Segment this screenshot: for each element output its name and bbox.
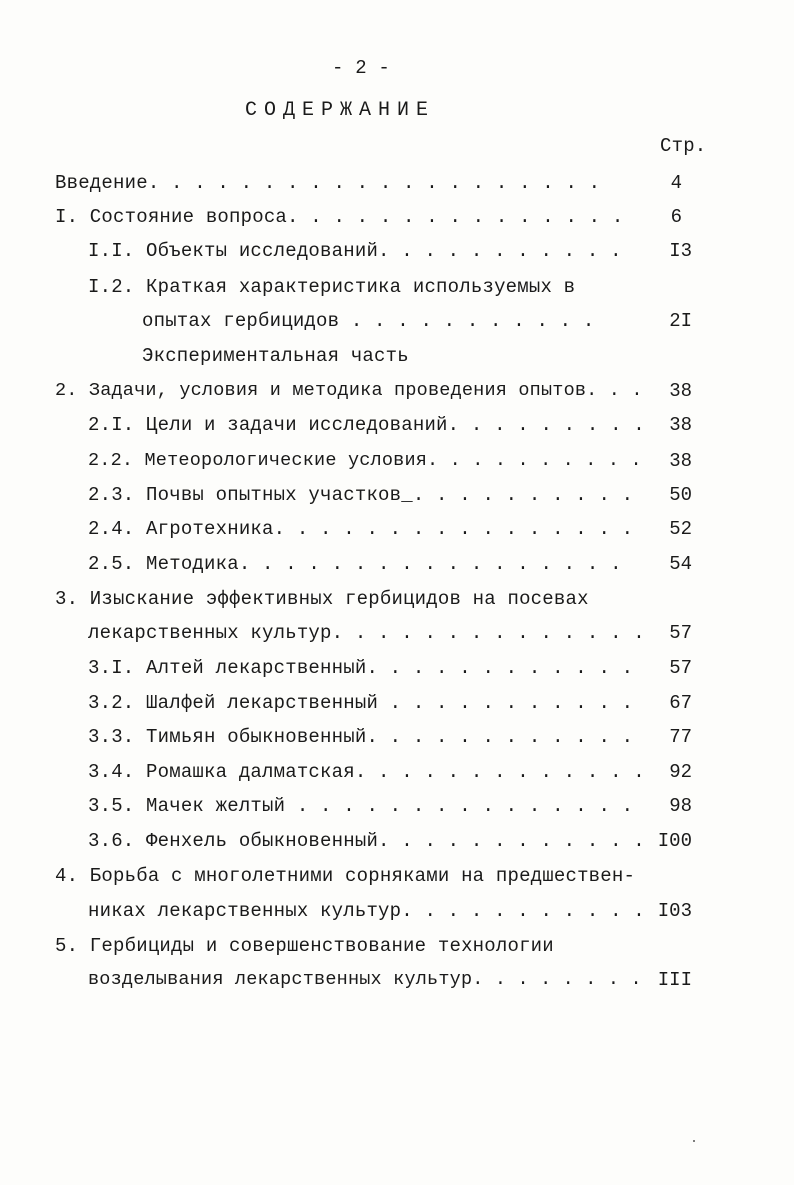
toc-entry-page: 50 [669,484,692,506]
toc-entry-text: 2.2. Метеорологические условия. . . . . . . . . . [88,450,642,471]
toc-entry-page: 77 [669,726,692,748]
page-title: СОДЕРЖАНИЕ [245,99,436,122]
toc-entry-text: 3.3. Тимьян обыкновенный. . . . . . . . . . . . [88,726,634,748]
toc-entry-page: 38 [669,450,692,472]
toc-entry-page: 67 [669,692,692,714]
toc-entry-page: 92 [669,761,692,783]
toc-entry-page: III [657,969,692,991]
toc-entry-page: 2I [669,310,692,332]
toc-entry-text: 2. Задачи, условия и методика проведения опытов. . . [55,380,643,401]
toc-entry-text: 2.3. Почвы опытных участков_. . . . . . . . . . [88,484,634,506]
toc-entry-text: 3.6. Фенхель обыкновенный. . . . . . . . . . . . [88,830,645,852]
toc-entry-text: Введение. . . . . . . . . . . . . . . . . . . . [55,172,601,194]
toc-entry-text: 2.I. Цели и задачи исследований. . . . . . . . . [88,414,645,436]
toc-entry-page: 38 [669,414,692,436]
toc-entry-page: I03 [657,900,692,922]
toc-entry-text: опытах гербицидов . . . . . . . . . . . [142,310,595,332]
toc-entry-page: I3 [669,240,692,262]
toc-entry-text: 3. Изыскание эффективных гербицидов на посевах [55,588,589,610]
scan-speck [693,1140,695,1142]
toc-entry-text: лекарственных культур. . . . . . . . . . . . . . [88,622,645,644]
toc-entry-text: 3.2. Шалфей лекарственный . . . . . . . . . . . [88,692,634,714]
toc-entry-text: 3.I. Алтей лекарственный. . . . . . . . . . . . [88,657,634,679]
toc-entry-text: I.I. Объекты исследований. . . . . . . . . . . [88,240,622,262]
toc-entry-text: 3.4. Ромашка далматская. . . . . . . . . . . . . [88,761,645,783]
toc-entry-page: 52 [669,518,692,540]
toc-entry-page: 4 [670,172,682,194]
section-heading: Экспериментальная часть [142,345,409,367]
toc-entry-page: 57 [669,657,692,679]
toc-entry-text: I.2. Краткая характеристика используемых в [88,276,576,298]
toc-entry-page: 38 [669,380,692,402]
toc-entry-text: 2.4. Агротехника. . . . . . . . . . . . . . . . [88,518,634,540]
toc-entry-page: 54 [669,553,692,575]
toc-entry-text: I. Состояние вопроса. . . . . . . . . . . . . . . [55,206,624,228]
toc-entry-page: I00 [657,830,692,852]
toc-entry-text: 2.5. Методика. . . . . . . . . . . . . . . . . [88,553,622,575]
page-column-header: Стр. [660,135,707,157]
toc-entry-text: 5. Гербициды и совершенствование технологии [55,935,554,957]
toc-entry-text: никах лекарственных культур. . . . . . . . . . . [88,900,645,922]
toc-entry-page: 57 [669,622,692,644]
toc-entry-text: возделывания лекарственных культур. . . . . . . . [88,969,642,990]
toc-entry-text: 4. Борьба с многолетними сорняками на предшествен- [55,865,636,887]
toc-entry-text: 3.5. Мачек желтый . . . . . . . . . . . . . . . [88,795,634,817]
toc-entry-page: 6 [670,206,682,228]
page-number: - 2 - [332,57,391,79]
toc-entry-page: 98 [669,795,692,817]
